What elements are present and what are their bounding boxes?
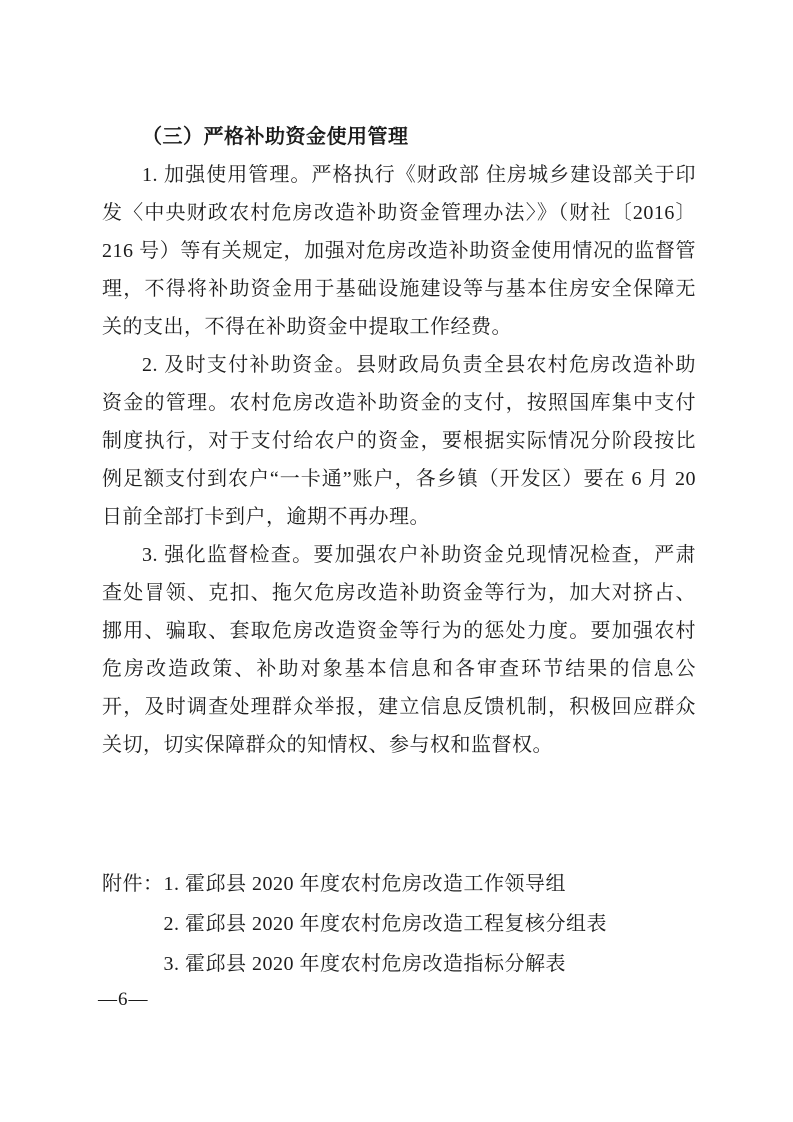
attachments-section bbox=[102, 864, 696, 984]
attachments-list bbox=[164, 864, 697, 984]
attachment-item-3: 3. 霍邱县 2020 年度农村危房改造指标分解表 bbox=[163, 953, 566, 975]
paragraph-1: 1. 加强使用管理。严格执行《财政部 住房城乡建设部关于印发〈中央财政农村危房改造补助资金管理办法〉》（财社〔2016〕216 号）等有关规定，加强对危房改造补助资金使用情况的监督管理，不得将补助资金用于基础设施建设等与基本住房安全保障无关的支出，不得在补助资金中提取工作经费。 bbox=[102, 164, 696, 338]
document-body bbox=[102, 118, 696, 984]
attachment-item-2: 2. 霍邱县 2020 年度农村危房改造工程复核分组表 bbox=[163, 913, 607, 935]
attachment-item-1: 1. 霍邱县 2020 年度农村危房改造工作领导组 bbox=[163, 873, 566, 895]
paragraph-2: 2. 及时支付补助资金。县财政局负责全县农村危房改造补助资金的管理。农村危房改造补助资金的支付，按照国库集中支付制度执行，对于支付给农户的资金，要根据实际情况分阶段按比例足额支付到农户“一卡通”账户，各乡镇（开发区）要在 6 月 20 日前全部打卡到户，逾期不再办理。 bbox=[102, 354, 696, 528]
page-number: —6— bbox=[98, 989, 149, 1010]
section-heading: （三）严格补助资金使用管理 bbox=[142, 126, 409, 148]
attachments-label: 附件： bbox=[102, 873, 164, 895]
paragraph-3: 3. 强化监督检查。要加强农户补助资金兑现情况检查，严肃查处冒领、克扣、拖欠危房改造补助资金等行为，加大对挤占、挪用、骗取、套取危房改造资金等行为的惩处力度。要加强农村危房改造政策、补助对象基本信息和各审查环节结果的信息公开，及时调查处理群众举报，建立信息反馈机制，积极回应群众关切，切实保障群众的知情权、参与权和监督权。 bbox=[102, 544, 696, 756]
